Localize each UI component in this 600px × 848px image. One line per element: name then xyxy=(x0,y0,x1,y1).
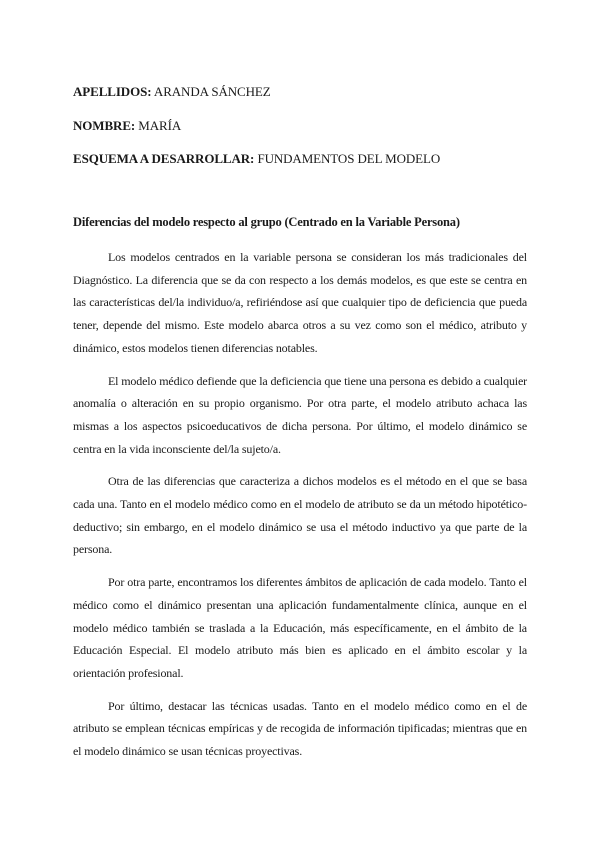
nombre-label: NOMBRE: xyxy=(73,118,136,133)
esquema-value: FUNDAMENTOS DEL MODELO xyxy=(257,151,441,166)
nombre-line xyxy=(73,118,181,134)
body-text xyxy=(73,246,527,773)
apellidos-label: APELLIDOS: xyxy=(73,84,152,99)
paragraph: Por otra parte, encontramos los diferentes ámbitos de aplicación de cada modelo. Tanto el médico como el dinámico presentan una aplicación fundamentalmente clínica, aunque en el modelo médico también se traslada a la Educación, más específicamente, en el ámbito de la Educación Especial. El modelo atributo más bien es aplicado en el ámbito escolar y la orientación profesional. xyxy=(73,575,527,680)
paragraph: El modelo médico defiende que la deficiencia que tiene una persona es debido a cualquier anomalía o alteración en su propio organismo. Por otra parte, el modelo atributo achaca las mismas a los aspectos psicoeducativos de dicha persona. Por último, el modelo dinámico se centra en la vida inconsciente del/la sujeto/a. xyxy=(73,373,527,456)
section-title: Diferencias del modelo respecto al grupo (Centrado en la Variable Persona) xyxy=(73,215,460,229)
apellidos-value: ARANDA SÁNCHEZ xyxy=(153,84,271,99)
esquema-label: ESQUEMA A DESARROLLAR: xyxy=(73,151,255,166)
apellidos-line xyxy=(73,84,271,100)
paragraph: Otra de las diferencias que caracteriza a dichos modelos es el método en el que se basa cada una. Tanto en el modelo médico como en el modelo de atributo se da un método hipotético-deductivo; sin embargo, en el modelo dinámico se usa el método inductivo ya que parte de la persona. xyxy=(73,474,527,557)
paragraph: Por último, destacar las técnicas usadas. Tanto en el modelo médico como en el de atributo se emplean técnicas empíricas y de recogida de información tipificadas; mientras que en el modelo dinámico se usan técnicas proyectivas. xyxy=(73,698,527,759)
nombre-value: MARÍA xyxy=(138,118,182,133)
esquema-line xyxy=(73,151,440,167)
paragraph: Los modelos centrados en la variable persona se consideran los más tradicionales del Diagnóstico. La diferencia que se da con respecto a los demás modelos, es que este se centra en las características del/la individuo/a, refiriéndose así que cualquier tipo de deficiencia que pueda tener, depende del mismo. Este modelo abarca otros a su vez como son el médico, atributo y dinámico, estos modelos tienen diferencias notables. xyxy=(73,250,527,355)
